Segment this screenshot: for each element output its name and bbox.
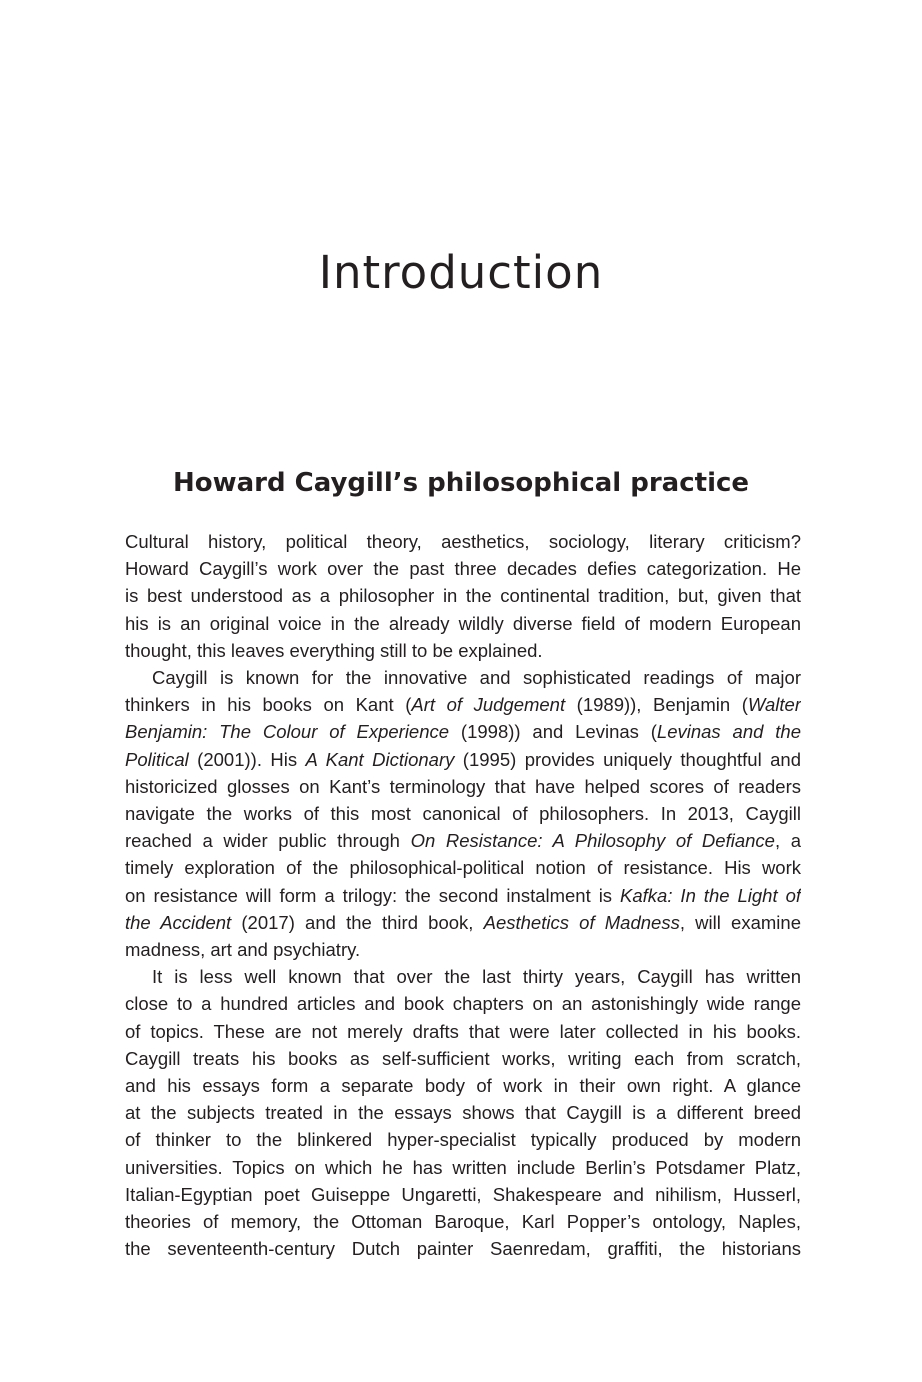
text-segment: (1998)) and Levinas ( xyxy=(449,721,657,743)
text-line: navigate the works of this most canonical of philosophers. In 2013, Caygill xyxy=(125,803,801,825)
text-segment: thinkers in his books on Kant ( xyxy=(125,694,412,716)
text-line: of topics. These are not merely drafts that were later collected in his books. xyxy=(125,1020,801,1042)
text-line: and his essays form a separate body of work in their own right. A glance xyxy=(125,1075,801,1097)
book-title: Levinas and the xyxy=(656,721,801,743)
text-line: thought, this leaves everything still to be explained. xyxy=(125,639,543,661)
text-segment: (2017) and the third book, xyxy=(231,911,484,933)
text-line: his is an original voice in the already wildly diverse field of modern European xyxy=(125,612,801,634)
chapter-title: Introduction xyxy=(318,246,604,299)
paragraph-2 xyxy=(125,664,801,963)
text-line: Caygill treats his books as self-sufficient works, writing each from scratch, xyxy=(125,1047,801,1069)
text-line: of thinker to the blinkered hyper-specialist typically produced by modern xyxy=(125,1129,801,1151)
paragraph-3 xyxy=(125,963,801,1262)
paragraph-1 xyxy=(125,528,801,664)
text-segment: (1989)), Benjamin ( xyxy=(565,694,748,716)
text-line: It is less well known that over the last thirty years, Caygill has written xyxy=(152,966,801,988)
text-line: madness, art and psychiatry. xyxy=(125,939,361,961)
book-title: Aesthetics of Madness xyxy=(483,911,680,933)
text-line xyxy=(125,827,801,854)
text-line: universities. Topics on which he has written include Berlin’s Potsdamer Platz, xyxy=(125,1156,801,1178)
text-line xyxy=(125,691,801,718)
text-segment: (1995) provides uniquely thoughtful and xyxy=(454,748,801,770)
book-title: On Resistance: A Philosophy of Defiance xyxy=(410,830,775,852)
text-line: Caygill is known for the innovative and sophisticated readings of major xyxy=(152,667,801,689)
book-title: Kafka: In the Light of xyxy=(620,884,801,906)
text-line: Italian-Egyptian poet Guiseppe Ungaretti, Shakespeare and nihilism, Husserl, xyxy=(125,1183,801,1205)
text-line xyxy=(125,882,801,909)
book-title: Walter xyxy=(747,694,801,716)
text-line: the seventeenth-century Dutch painter Saenredam, graffiti, the historians xyxy=(125,1238,801,1260)
book-title: Benjamin: The Colour of Experience xyxy=(125,721,450,743)
text-line: timely exploration of the philosophical-political notion of resistance. His work xyxy=(125,857,801,879)
book-title: A Kant Dictionary xyxy=(305,748,455,770)
text-segment: (2001)). His xyxy=(188,748,306,770)
text-line: theories of memory, the Ottoman Baroque, Karl Popper’s ontology, Naples, xyxy=(125,1211,801,1233)
text-line: historicized glosses on Kant’s terminology that have helped scores of readers xyxy=(125,775,801,797)
text-segment: , will examine xyxy=(679,911,801,933)
text-segment: reached a wider public through xyxy=(125,830,411,852)
text-line: at the subjects treated in the essays shows that Caygill is a different breed xyxy=(125,1102,801,1124)
text-line: Howard Caygill’s work over the past three decades defies categorization. He xyxy=(125,558,801,580)
text-line xyxy=(125,746,801,773)
text-line: is best understood as a philosopher in the continental tradition, but, given that xyxy=(125,585,801,607)
book-title: Political xyxy=(125,748,189,770)
text-segment: , a xyxy=(774,830,801,852)
text-line xyxy=(125,909,801,936)
body-text xyxy=(125,528,801,1262)
section-heading: Howard Caygill’s philosophical practice xyxy=(172,468,750,498)
text-line: close to a hundred articles and book chapters on an astonishingly wide range xyxy=(125,993,801,1015)
text-segment: on resistance will form a trilogy: the second instalment is xyxy=(125,884,621,906)
text-line: Cultural history, political theory, aesthetics, sociology, literary criticism? xyxy=(125,531,801,552)
book-title: Art of Judgement xyxy=(411,694,566,716)
text-line xyxy=(125,718,801,745)
book-title: the Accident xyxy=(125,911,232,933)
